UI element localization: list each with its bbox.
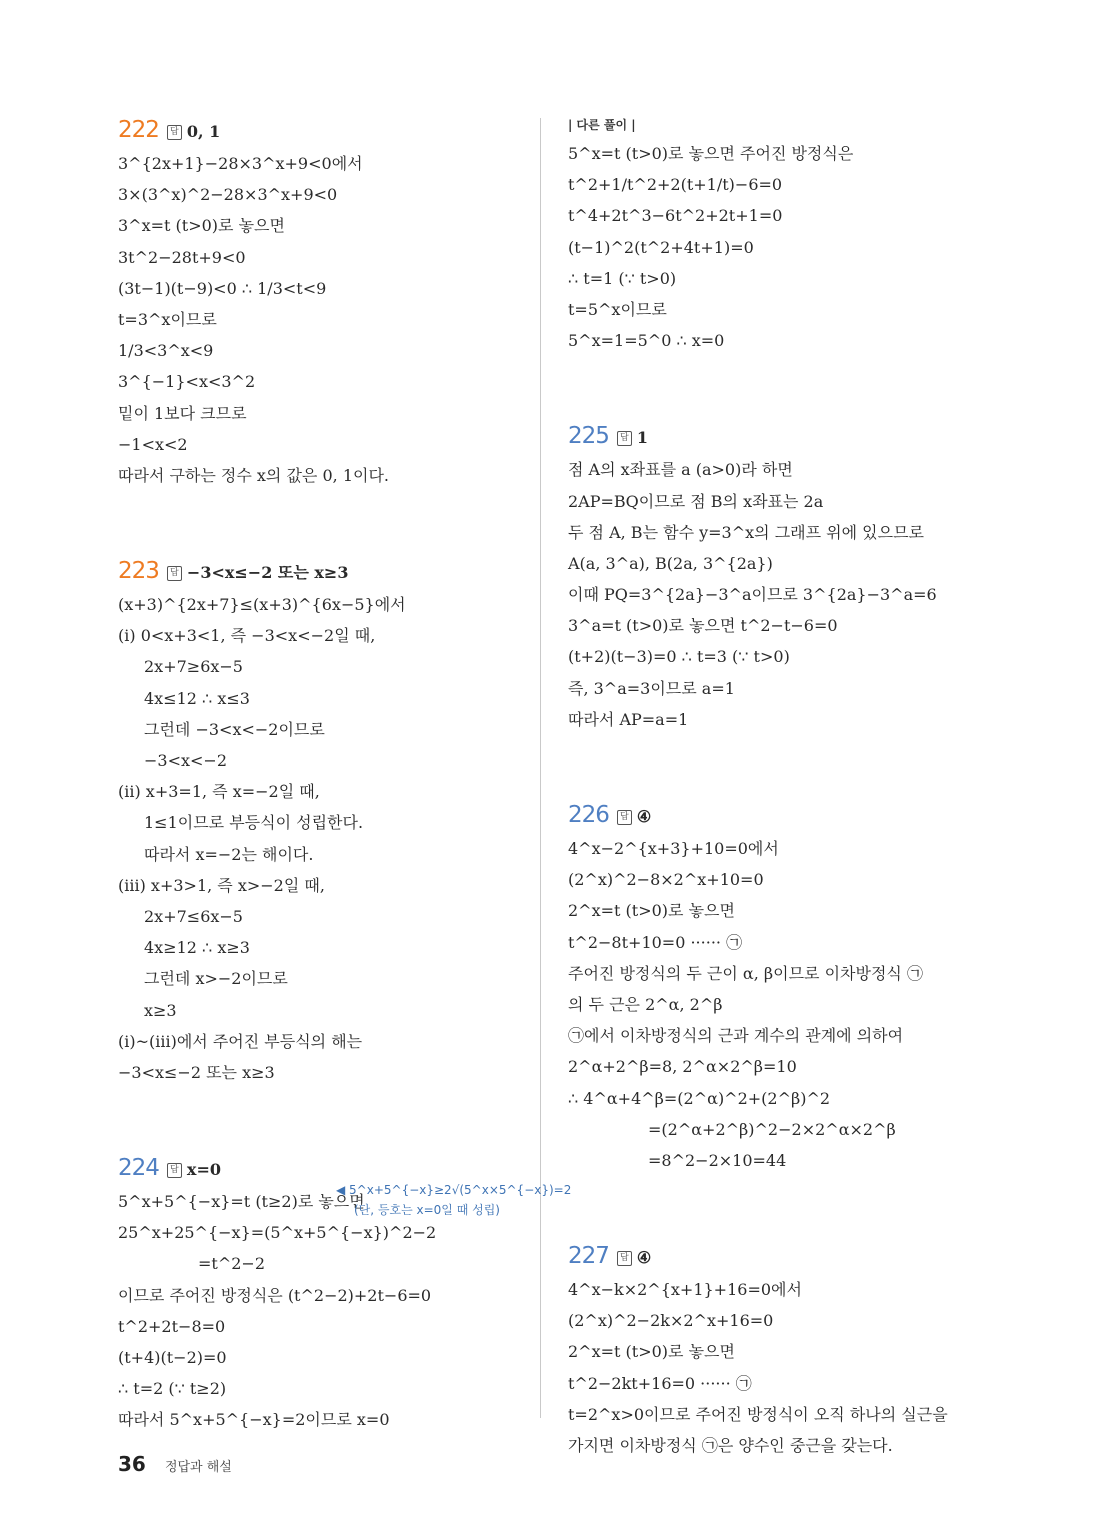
problem-header [568,418,988,454]
problem-header [118,112,528,148]
solution-line: 1/3<3^x<9 [118,341,214,361]
solution-line: 4^x−k×2^{x+1}+16=0에서 [568,1280,802,1300]
solution-line: 2^x=t (t>0)로 놓으면 [568,901,735,921]
solution-line: (ⅲ) x+3>1, 즉 x>−2일 때, [118,875,325,895]
solution-line: t^2−2kt+16=0 ······ ㉠ [568,1373,752,1393]
solution-line: 이므로 주어진 방정식은 (t^2−2)+2t−6=0 [118,1285,432,1305]
solution-line: 2x+7≤6x−5 [144,906,243,926]
solution-line: t=2^x>0이므로 주어진 방정식이 오직 하나의 실근을 [568,1404,948,1424]
solution-line: =(2^α+2^β)^2−2×2^α×2^β [648,1119,896,1139]
solution-line: 두 점 A, B는 함수 y=3^x의 그래프 위에 있으므로 [568,522,924,542]
solution-line: 따라서 5^x+5^{−x}=2이므로 x=0 [118,1410,390,1430]
solution-line: (ⅱ) x+3=1, 즉 x=−2일 때, [118,782,320,802]
solution-line: 밑이 1보다 크므로 [118,403,247,423]
problem-header [568,797,988,833]
solution-line: 2^x=t (t>0)로 놓으면 [568,1342,735,1362]
solution-line: 3t^2−28t+9<0 [118,247,246,267]
solution-line: ∴ t=2 (∵ t≥2) [118,1379,227,1399]
problem-number: 224 [118,1155,159,1182]
solution-line: 3×(3^x)^2−28×3^x+9<0 [118,185,338,205]
problem-answer: ④ [636,807,652,826]
problem-answer: x=0 [186,1160,221,1180]
solution-line: t=5^x이므로 [568,299,667,319]
problem-answer: ④ [636,1248,652,1268]
problem-header [568,1238,988,1274]
answer-icon: 답 [167,1163,182,1178]
solution-line: 따라서 구하는 정수 x의 값은 0, 1이다. [118,465,389,485]
solution-line: 5^x=t (t>0)로 놓으면 주어진 방정식은 [568,144,854,163]
solution-line: 3^a=t (t>0)로 놓으면 t^2−t−6=0 [568,616,838,636]
footer-label: 정답과 해설 [164,1460,232,1475]
solution-line: t^4+2t^3−6t^2+2t+1=0 [568,206,783,226]
solution-line: ∴ 4^α+4^β=(2^α)^2+(2^β)^2 [568,1088,831,1108]
answer-icon: 답 [167,566,182,581]
solution-line: (2^x)^2−8×2^x+10=0 [568,870,764,890]
solution-line: A(a, 3^a), B(2a, 3^{2a}) [568,553,773,573]
solution-line: 주어진 방정식의 두 근이 α, β이므로 이차방정식 ㉠ [568,963,923,983]
solution-line: (ⅰ)~(ⅲ)에서 주어진 부등식의 해는 [118,1031,363,1051]
solution-line: 3^{−1}<x<3^2 [118,372,256,392]
solution-line: −3<x≤−2 또는 x≥3 [118,1062,275,1082]
solution-line: 2AP=BQ이므로 점 B의 x좌표는 2a [568,491,824,511]
solution-line: 따라서 x=−2는 해이다. [144,844,314,864]
answer-icon: 답 [617,1251,632,1266]
problem-number: 223 [118,558,159,585]
solution-line: 2x+7≥6x−5 [144,657,243,677]
problem-number: 222 [118,117,159,143]
solution-line: 5^x+5^{−x}=t (t≥2)로 놓으면 [118,1192,365,1212]
solution-line: 4x≤12 ∴ x≤3 [144,688,250,708]
solution-line: t=3^x이므로 [118,309,217,329]
solution-line: 따라서 AP=a=1 [568,709,689,729]
solution-line: 4^x−2^{x+3}+10=0에서 [568,839,779,858]
column-divider [540,118,541,1418]
solution-line: (t+2)(t−3)=0 ∴ t=3 (∵ t>0) [568,647,790,667]
solution-line: (t+4)(t−2)=0 [118,1348,227,1367]
left-column [118,112,528,1436]
solution-line: 5^x=1=5^0 ∴ x=0 [568,331,725,351]
solution-line: 점 A의 x좌표를 a (a>0)라 하면 [568,460,793,480]
solution-line: (3t−1)(t−9)<0 ∴ 1/3<t<9 [118,278,327,298]
side-note-line1: ◀ 5^x+5^{−x}≥2√(5^x×5^{−x})=2 [336,1183,572,1197]
solution-line: ∴ t=1 (∵ t>0) [568,268,677,288]
solution-line: 1≤1이므로 부등식이 성립한다. [144,813,364,833]
solution-line: (t−1)^2(t^2+4t+1)=0 [568,237,754,257]
section-gap [568,356,988,418]
answer-icon: 답 [617,810,632,825]
solution-line: 2^α+2^β=8, 2^α×2^β=10 [568,1057,797,1077]
problem-answer: −3<x≤−2 또는 x≥3 [186,563,349,583]
solution-line: =8^2−2×10=44 [648,1150,787,1170]
solution-line: 25^x+25^{−x}=(5^x+5^{−x})^2−2 [118,1223,437,1243]
solution-line: x≥3 [144,1000,177,1020]
right-column [568,112,988,1461]
side-note [336,1180,571,1220]
solution-line: (x+3)^{2x+7}≤(x+3)^{6x−5}에서 [118,595,406,615]
solution-line: t^2+1/t^2+2(t+1/t)−6=0 [568,175,783,195]
solution-line: (ⅰ) 0<x+3<1, 즉 −3<x<−2일 때, [118,626,376,646]
problem-answer: 1 [636,428,649,448]
answer-icon: 답 [617,431,632,446]
solution-line: (2^x)^2−2k×2^x+16=0 [568,1311,774,1331]
section-gap [118,1088,528,1150]
solution-line: 가지면 이차방정식 ㉠은 양수인 중근을 갖는다. [568,1436,893,1455]
alt-solution-label: | 다른 풀이 | [568,118,636,132]
problem-header [118,553,528,589]
problem-number: 227 [568,1243,609,1270]
side-note-line2: (단, 등호는 x=0일 때 성립) [354,1203,500,1217]
page-number: 36 [118,1452,146,1476]
section-gap [118,491,528,553]
problem-number: 226 [568,802,609,828]
section-gap [568,735,988,797]
solution-line: 이때 PQ=3^{2a}−3^a이므로 3^{2a}−3^a=6 [568,585,937,605]
solution-line: 의 두 근은 2^α, 2^β [568,994,723,1014]
solution-line: 4x≥12 ∴ x≥3 [144,938,250,958]
solution-line: t^2+2t−8=0 [118,1316,226,1336]
solution-line: 그런데 x>−2이므로 [144,969,288,989]
solution-line: =t^2−2 [198,1254,266,1274]
section-gap [568,1176,988,1238]
solution-line: ㉠에서 이차방정식의 근과 계수의 관계에 의하여 [568,1026,904,1046]
solution-line: t^2−8t+10=0 ······ ㉠ [568,932,743,952]
solution-line: 즉, 3^a=3이므로 a=1 [568,678,735,698]
problem-number: 225 [568,423,609,450]
solution-line: −3<x<−2 [144,751,228,770]
solution-line: −1<x<2 [118,434,188,454]
page-footer [118,1452,232,1476]
solution-line: 그런데 −3<x<−2이므로 [144,719,325,739]
problem-answer: 0, 1 [186,122,221,141]
solution-line: 3^x=t (t>0)로 놓으면 [118,216,285,236]
answer-icon: 답 [167,125,182,140]
solution-line: 3^{2x+1}−28×3^x+9<0에서 [118,154,363,173]
